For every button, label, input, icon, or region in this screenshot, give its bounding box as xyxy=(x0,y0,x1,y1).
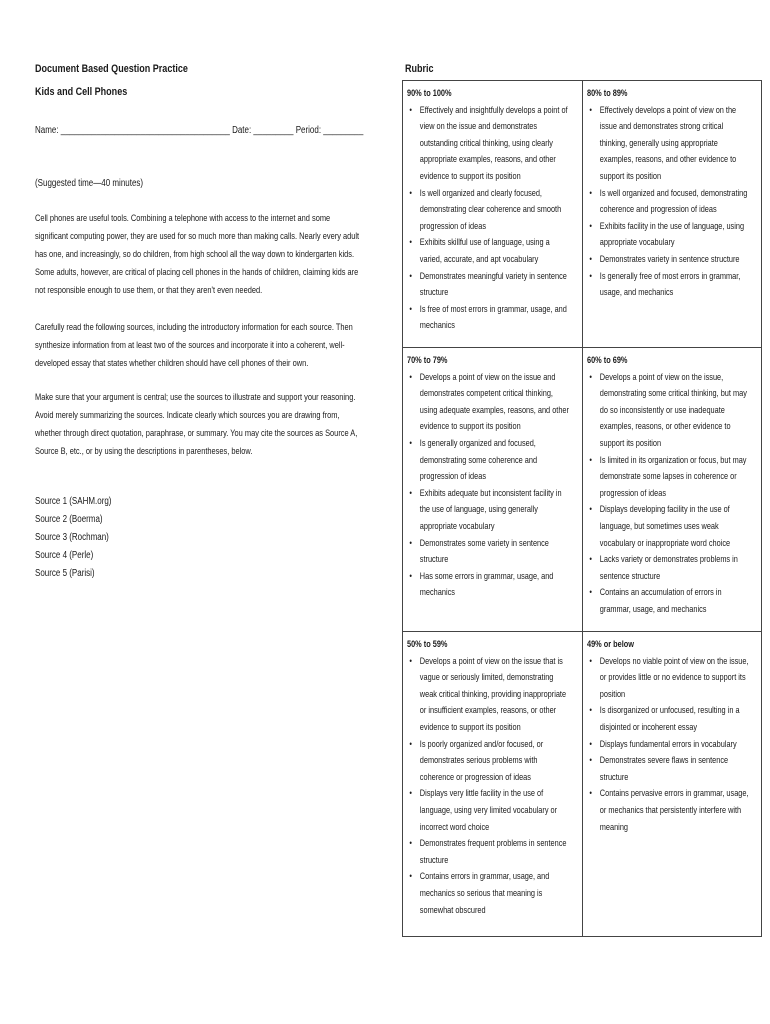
rubric-title: Rubric xyxy=(405,63,434,75)
rubric-criterion: • Displays developing facility in the use of language, but sometimes uses weak vocabulary or inappropriate word choice xyxy=(599,501,750,551)
rubric-cell-70-79 xyxy=(403,348,583,632)
intro-paragraph: Cell phones are useful tools. Combining a telephone with access to the internet and some significant computing power, they are used for so much more than making calls. Nearly every adult has one, and increasingly, so do children, from high school all the way down to kindergarten kids. Some adults, however, are critical of placing cell phones in the hands of children, claiming kids are not responsible enough to use them, or that they aren't even needed. xyxy=(35,213,360,295)
rubric-criterion: • Is well organized and clearly focused, demonstrating clear coherence and smooth progression of ideas xyxy=(420,185,571,235)
rubric-criterion: • Is free of most errors in grammar, usage, and mechanics xyxy=(420,301,571,334)
rubric-cell-heading: 90% to 100% xyxy=(407,88,452,98)
rubric-criterion: • Is generally organized and focused, demonstrating some coherence and progression of ideas xyxy=(420,435,571,485)
rubric-criterion: • Is limited in its organization or focus, but may demonstrate some lapses in coherence or progression of ideas xyxy=(599,452,750,502)
rubric-cell-50-59 xyxy=(403,632,583,937)
source-item: Source 2 (Boerma) xyxy=(35,514,103,525)
source-item: Source 5 (Parisi) xyxy=(35,568,95,579)
source-item: Source 1 (SAHM.org) xyxy=(35,496,112,507)
document-subtitle: Kids and Cell Phones xyxy=(35,86,128,98)
rubric-criterion: • Exhibits adequate but inconsistent facility in the use of language, using generally appropriate vocabulary xyxy=(420,485,571,535)
document-title: Document Based Question Practice xyxy=(35,63,188,75)
source-item: Source 4 (Perle) xyxy=(35,550,94,561)
rubric-criterion: • Contains an accumulation of errors in grammar, usage, and mechanics xyxy=(599,584,750,617)
rubric-criterion: • Develops a point of view on the issue, demonstrating some critical thinking, but may do so inconsistently or use inadequate examples, reasons, or other evidence to support its position xyxy=(599,369,750,452)
rubric-cell-49-below xyxy=(582,632,762,937)
rubric-cell-heading: 49% or below xyxy=(586,639,634,649)
rubric-criterion: • Develops a point of view on the issue that is vague or seriously limited, demonstrating weak critical thinking, providing inappropriate or insufficient examples, reasons, or other evidence to support its position xyxy=(420,653,571,736)
rubric-cell-heading: 50% to 59% xyxy=(407,639,448,649)
rubric-cell-heading: 70% to 79% xyxy=(407,355,448,365)
task-paragraph: Carefully read the following sources, including the introductory information for each source. Then synthesize information from at least two of the sources and incorporate it into a coherent, well-developed essay that states whether children should have cell phones of their own. xyxy=(35,322,353,368)
rubric-criterion: • Contains errors in grammar, usage, and mechanics so serious that meaning is somewhat obscured xyxy=(420,868,571,918)
rubric-criterion: • Is disorganized or unfocused, resulting in a disjointed or incoherent essay xyxy=(599,702,750,735)
rubric-criterion: • Exhibits skillful use of language, using a varied, accurate, and apt vocabulary xyxy=(420,234,571,267)
name-date-period-line: Name: ______________________________________ Date: _________ Period: _________ xyxy=(35,125,364,136)
rubric-criterion: • Has some errors in grammar, usage, and mechanics xyxy=(420,568,571,601)
rubric-criterion: • Demonstrates frequent problems in sentence structure xyxy=(420,835,571,868)
rubric-criterion: • Develops no viable point of view on the issue, or provides little or no evidence to support its position xyxy=(599,653,750,703)
rubric-cell-60-69 xyxy=(582,348,762,632)
rubric-criterion: • Demonstrates severe flaws in sentence structure xyxy=(599,752,750,785)
rubric-criterion: • Lacks variety or demonstrates problems in sentence structure xyxy=(599,551,750,584)
rubric-criterion: • Demonstrates variety in sentence structure xyxy=(599,251,750,268)
argument-paragraph: Make sure that your argument is central; use the sources to illustrate and support your reasoning. Avoid merely summarizing the sources. Indicate clearly which sources you are drawing from, whether through direct quotation, paraphrase, or summary. You may cite the sources as Source A, Source B, etc., or by using the descriptions in parentheses, below. xyxy=(35,392,358,456)
rubric-cell-heading: 60% to 69% xyxy=(586,355,627,365)
rubric-criterion: • Exhibits facility in the use of language, using appropriate vocabulary xyxy=(599,218,750,251)
rubric-cell-heading: 80% to 89% xyxy=(586,88,627,98)
rubric-criterion: • Demonstrates meaningful variety in sentence structure xyxy=(420,268,571,301)
rubric-criterion: • Is well organized and focused, demonstrating coherence and progression of ideas xyxy=(599,185,750,218)
rubric-table xyxy=(402,80,762,937)
rubric-criterion: • Demonstrates some variety in sentence structure xyxy=(420,535,571,568)
rubric-criterion: • Displays very little facility in the use of language, using very limited vocabulary or incorrect word choice xyxy=(420,785,571,835)
rubric-criterion: • Effectively develops a point of view on the issue and demonstrates strong critical thinking, generally using appropriate examples, reasons, and other evidence to support its position xyxy=(599,102,750,185)
rubric-criterion: • Is poorly organized and/or focused, or demonstrates serious problems with coherence or progression of ideas xyxy=(420,736,571,786)
rubric-criterion: • Displays fundamental errors in vocabulary xyxy=(599,736,750,753)
rubric-cell-90-100 xyxy=(403,81,583,348)
source-item: Source 3 (Rochman) xyxy=(35,532,109,543)
rubric-criterion: • Is generally free of most errors in grammar, usage, and mechanics xyxy=(599,268,750,301)
rubric-criterion: • Develops a point of view on the issue and demonstrates competent critical thinking, using adequate examples, reasons, and other evidence to support its position xyxy=(420,369,571,435)
rubric-criterion: • Contains pervasive errors in grammar, usage, or mechanics that persistently interfere with meaning xyxy=(599,785,750,835)
source-list xyxy=(35,493,111,583)
suggested-time: (Suggested time—40 minutes) xyxy=(35,178,144,189)
rubric-cell-80-89 xyxy=(582,81,762,348)
rubric-criterion: • Effectively and insightfully develops a point of view on the issue and demonstrates outstanding critical thinking, using clearly appropriate examples, reasons, and other evidence to support its position xyxy=(420,102,571,185)
